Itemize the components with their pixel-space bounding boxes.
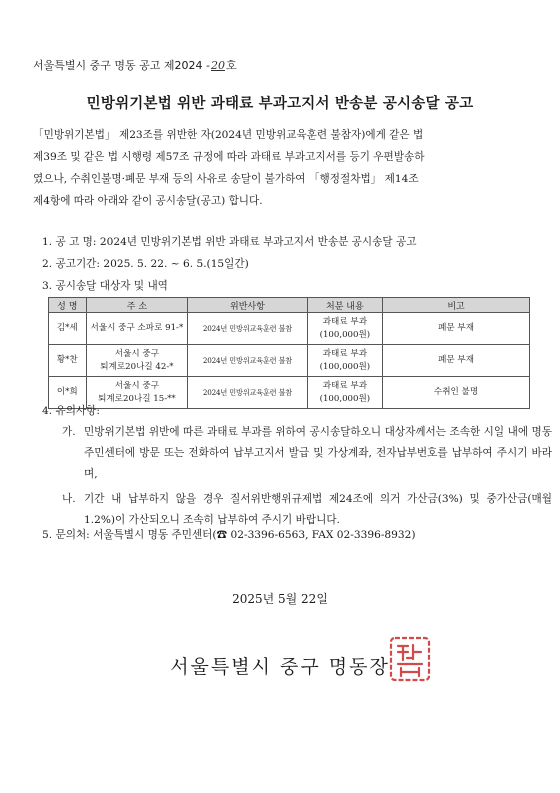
item-target-list: 3. 공시송달 대상자 및 내역 <box>42 280 168 292</box>
intro-line: 제39조 및 같은 법 시행령 제57조 규정에 따라 과태료 부과고지서를 등기 우편발송하 <box>33 151 425 163</box>
disposition-amount: (100,000원) <box>319 329 371 340</box>
cell-name: 김*세 <box>49 313 87 345</box>
issuer-signature: 서울특별시 중구 명동장 <box>170 656 390 678</box>
table-row <box>49 345 530 377</box>
table-row <box>49 313 530 345</box>
address-line: 서울시 중구 소파로 91-* <box>90 323 184 333</box>
intro-line: 제4항에 따라 아래와 같이 공시송달(공고) 합니다. <box>33 195 263 207</box>
notes-title: 4. 유의사항: <box>42 405 100 417</box>
cell-address <box>86 313 188 345</box>
note-marker: 나. <box>62 493 76 505</box>
cell-disposition <box>307 345 382 377</box>
intro-line: 였으나, 수취인불명·폐문 부재 등의 사유로 송달이 불가하여 「행정절차법」 제14조 <box>33 173 419 185</box>
cell-name: 이*희 <box>49 377 87 409</box>
cell-address <box>86 345 188 377</box>
col-header-violation: 위반사항 <box>188 298 307 313</box>
note-text: 기간 내 납부하지 않을 경우 질서위반행위규제법 제24조에 의거 가산금(3%) 및 중가산금(매월 1.2%)이 가산되오니 조속히 납부하여 주시기 바랍니다. <box>84 493 552 526</box>
notice-items <box>42 231 416 297</box>
note-marker: 가. <box>62 426 76 438</box>
item-notice-period: 2. 공고기간: 2025. 5. 22. ~ 6. 5.(15일간) <box>42 258 249 270</box>
notes-section <box>42 400 552 531</box>
cell-name: 황*찬 <box>49 345 87 377</box>
cell-disposition <box>307 313 382 345</box>
col-header-address: 주 소 <box>86 298 188 313</box>
col-header-name: 성 명 <box>49 298 87 313</box>
address-line: 퇴계로20나길 42-* <box>100 361 174 372</box>
notice-number-suffix: 호 <box>225 59 237 72</box>
disposition-amount: (100,000원) <box>319 393 371 404</box>
notice-number-prefix: 서울특별시 중구 명동 공고 제2024 - <box>33 59 210 72</box>
cell-note: 폐문 부재 <box>383 345 530 377</box>
disposition-line: 과태료 부과 <box>322 348 367 359</box>
notice-number-handwritten: 20 <box>210 59 225 72</box>
cell-violation: 2024년 민방위교육훈련 불참 <box>188 313 307 345</box>
col-header-note: 비고 <box>383 298 530 313</box>
disposition-line: 과태료 부과 <box>322 380 367 391</box>
target-table <box>48 297 530 409</box>
disposition-amount: (100,000원) <box>319 361 371 372</box>
address-line: 퇴계로20나길 15-** <box>98 393 176 404</box>
disposition-line: 과태료 부과 <box>322 316 367 327</box>
item-notice-name: 1. 공 고 명: 2024년 민방위기본법 위반 과태료 부과고지서 반송분 공시송달 공고 <box>42 236 417 248</box>
cell-violation: 2024년 민방위교육훈련 불참 <box>188 345 307 377</box>
cell-note: 수취인 불명 <box>383 377 530 409</box>
contact-info: 5. 문의처: 서울특별시 명동 주민센터(☎ 02-3396-6563, FAX 02-3396-8932) <box>42 529 416 541</box>
address-line: 서울시 중구 <box>114 380 160 391</box>
notice-number <box>33 57 237 73</box>
intro-line: 「민방위기본법」 제23조를 위반한 자(2024년 민방위교육훈련 불참자)에게 같은 법 <box>33 129 424 141</box>
col-header-disposition: 처분 내용 <box>307 298 382 313</box>
official-seal-icon <box>389 636 431 682</box>
cell-note: 폐문 부재 <box>383 313 530 345</box>
document-title: 민방위기본법 위반 과태료 부과고지서 반송분 공시송달 공고 <box>86 96 474 112</box>
address-line: 서울시 중구 <box>114 348 160 359</box>
note-text: 민방위기본법 위반에 따른 과태료 부과를 위하여 공시송달하오니 대상자께서는 조속한 시일 내에 명동주민센터에 방문 또는 전화하여 납부고지서 발급 및 가상계좌, 전자납부번호를 납부하여 주시기 바라며, <box>84 426 552 480</box>
intro-paragraph <box>33 124 530 212</box>
table-header-row <box>49 298 530 313</box>
cell-violation: 2024년 민방위교육훈련 불참 <box>188 377 307 409</box>
note-item <box>62 422 552 485</box>
issue-date: 2025년 5월 22일 <box>232 592 328 606</box>
